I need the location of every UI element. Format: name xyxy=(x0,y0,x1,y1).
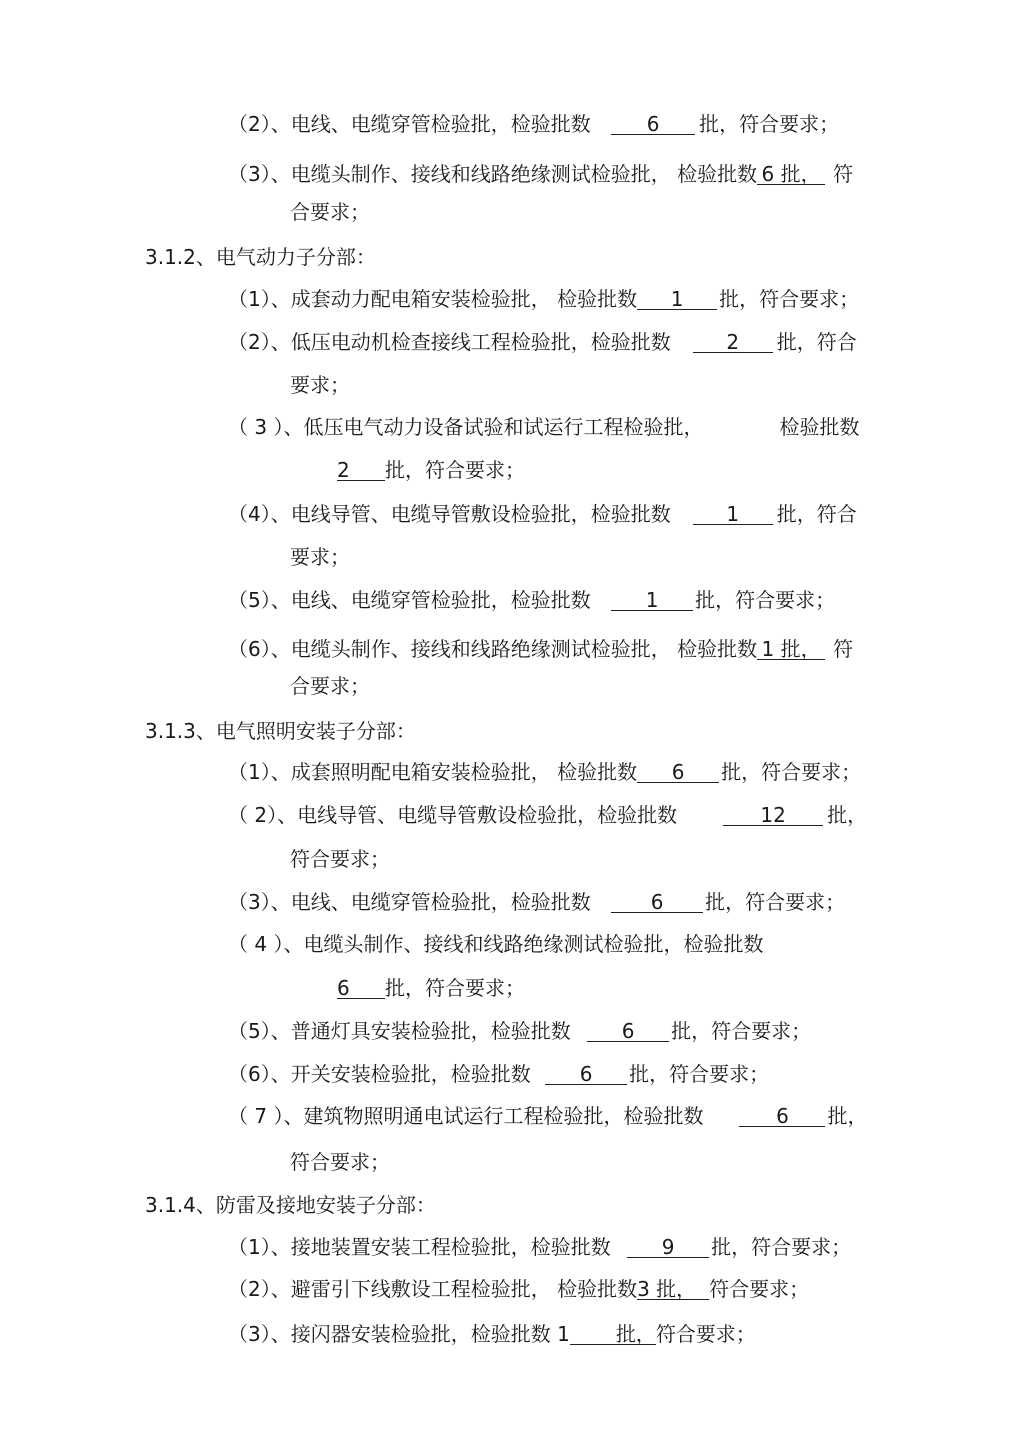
item-tail: 批，符合要求； xyxy=(699,112,840,136)
item-text: （5）、普通灯具安装检验批，检验批数 xyxy=(228,1019,571,1043)
count-blank: 12 xyxy=(723,805,823,826)
item-tail: 检验批数 xyxy=(779,415,860,439)
item-tail: 批， xyxy=(827,803,868,827)
item-2-2-cont: 要求； xyxy=(290,373,350,397)
item-tail: 批，符合要求； xyxy=(385,976,525,1000)
item-tail: 批， xyxy=(827,1104,868,1128)
item-text: （5）、电线、电缆穿管检验批，检验批数 xyxy=(228,588,591,612)
item-text: （6）、电缆头制作、接线和线路绝缘测试检验批， 检验批数 xyxy=(228,637,758,661)
item-tail: 批，符合要求； xyxy=(695,588,836,612)
item-text: （2）、低压电动机检查接线工程检验批，检验批数 xyxy=(228,330,671,354)
count-blank: 6 xyxy=(587,1021,669,1042)
item-3-4: （ 4 ）、电缆头制作、接线和线路绝缘测试检验批，检验批数 xyxy=(228,932,764,956)
count-blank: 6 xyxy=(545,1064,627,1085)
item-3-1 xyxy=(228,760,861,784)
count-blank: 6 xyxy=(611,892,703,913)
count-blank: 6 xyxy=(611,114,695,135)
count-blank: 2 xyxy=(693,332,773,353)
count-blank: 1 xyxy=(611,590,693,611)
item-text: （ 3 ）、低压电气动力设备试验和试运行工程检验批， xyxy=(228,415,704,439)
item-tail: 批，符合要求； xyxy=(711,1235,852,1259)
item-3-2-cont: 符合要求； xyxy=(290,847,390,871)
item-tail: 批，符合要求； xyxy=(705,890,846,914)
count-blank: 6 批， xyxy=(757,164,825,185)
item-text: （ 7 ）、建筑物照明通电试运行工程检验批，检验批数 xyxy=(228,1104,704,1128)
item-text: （6）、开关安装检验批，检验批数 xyxy=(228,1062,531,1086)
item-3-2 xyxy=(228,803,867,827)
item-text: （ 2）、电线导管、电缆导管敷设检验批，检验批数 xyxy=(228,803,678,827)
item-tail: 批，符合要求； xyxy=(721,760,862,784)
section-heading-3-1-2: 3.1.2、电气动力子分部： xyxy=(145,245,376,269)
item-3-5 xyxy=(228,1019,811,1043)
item-2-4 xyxy=(228,502,857,526)
item-text: （3）、电缆头制作、接线和线路绝缘测试检验批， 检验批数 xyxy=(228,162,758,186)
item-tail: 批，符合要求； xyxy=(629,1062,770,1086)
count-blank: 6 xyxy=(739,1106,825,1127)
item-3-7-cont: 符合要求； xyxy=(290,1150,390,1174)
item-2-2 xyxy=(228,330,857,354)
item-2-6-cont: 合要求； xyxy=(290,674,370,698)
item-text: （3）、接闪器安装检验批，检验批数 1 xyxy=(228,1322,570,1346)
section-heading-3-1-3: 3.1.3、电气照明安装子分部： xyxy=(145,719,416,743)
count-blank: 1 xyxy=(637,289,717,310)
item-text: （1）、成套照明配电箱安装检验批， 检验批数 xyxy=(228,760,638,784)
count-blank: 6 xyxy=(637,762,719,783)
item-2-5 xyxy=(228,588,835,612)
count-blank: 9 xyxy=(627,1237,709,1258)
item-1-3 xyxy=(228,162,853,186)
item-2-3 xyxy=(228,415,859,439)
item-tail: 符 xyxy=(833,637,854,661)
count-blank: 批， xyxy=(570,1324,656,1345)
item-1-2 xyxy=(228,112,839,136)
item-tail: 批，符合要求； xyxy=(385,458,525,482)
item-3-7 xyxy=(228,1104,867,1128)
item-text: （1）、成套动力配电箱安装检验批， 检验批数 xyxy=(228,287,638,311)
count-blank: 1 批， xyxy=(757,639,825,660)
item-3-4-cont xyxy=(337,976,525,1000)
count-blank: 1 xyxy=(693,504,773,525)
item-3-6 xyxy=(228,1062,769,1086)
item-tail: 批，符合 xyxy=(776,502,857,526)
item-text: （1）、接地装置安装工程检验批，检验批数 xyxy=(228,1235,611,1259)
item-2-3-cont xyxy=(337,458,525,482)
item-tail: 批，符合 xyxy=(776,330,857,354)
item-text: （4）、电线导管、电缆导管敷设检验批，检验批数 xyxy=(228,502,671,526)
item-text: （3）、电线、电缆穿管检验批，检验批数 xyxy=(228,890,591,914)
count-blank: 6 xyxy=(337,978,385,999)
item-tail: 符合要求； xyxy=(655,1322,756,1346)
count-blank: 2 xyxy=(337,460,385,481)
count-blank: 3 批， xyxy=(637,1279,709,1300)
item-text: （2）、避雷引下线敷设工程检验批， 检验批数 xyxy=(228,1277,638,1301)
item-4-3 xyxy=(228,1322,756,1346)
section-heading-3-1-4: 3.1.4、防雷及接地安装子分部： xyxy=(145,1193,436,1217)
item-tail: 符合要求； xyxy=(709,1277,810,1301)
item-4-1 xyxy=(228,1235,851,1259)
item-2-4-cont: 要求； xyxy=(290,545,350,569)
item-text: （2）、电线、电缆穿管检验批，检验批数 xyxy=(228,112,591,136)
item-tail: 符 xyxy=(833,162,854,186)
item-3-3 xyxy=(228,890,845,914)
item-4-2 xyxy=(228,1277,809,1301)
item-1-3-cont: 合要求； xyxy=(290,200,370,224)
item-2-1 xyxy=(228,287,859,311)
item-tail: 批，符合要求； xyxy=(671,1019,812,1043)
item-2-6 xyxy=(228,637,853,661)
item-tail: 批，符合要求； xyxy=(719,287,860,311)
